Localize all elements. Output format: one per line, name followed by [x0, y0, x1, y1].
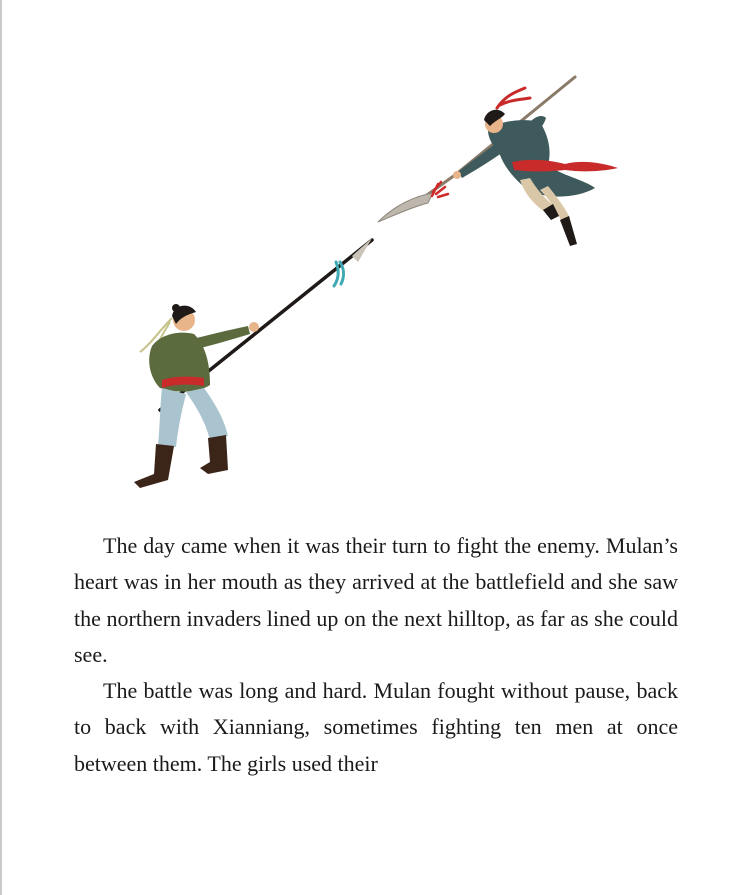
warrior-robe: [488, 120, 595, 197]
standing-warrior-figure: [134, 238, 372, 488]
halberd-blade: [378, 193, 433, 222]
story-paragraph-1: The day came when it was their turn to fight the enemy. Mulan’s heart was in her mouth as they arrived at the battlefield and she saw the northern invaders lined up on the next hilltop, as far as she could see.: [74, 533, 678, 667]
leaping-warrior-figure: [378, 77, 618, 246]
spear-tassel: [334, 262, 344, 286]
story-text: [74, 528, 678, 782]
warrior-boot-right: [200, 435, 228, 474]
warrior-boot-left: [134, 444, 174, 488]
warrior-sash: [512, 160, 618, 172]
story-paragraph-2: The battle was long and hard. Mulan fought without pause, back to back with Xianniang, sometimes fighting ten men at once between them. The girls used their: [74, 678, 678, 776]
spear-tip: [352, 238, 372, 262]
